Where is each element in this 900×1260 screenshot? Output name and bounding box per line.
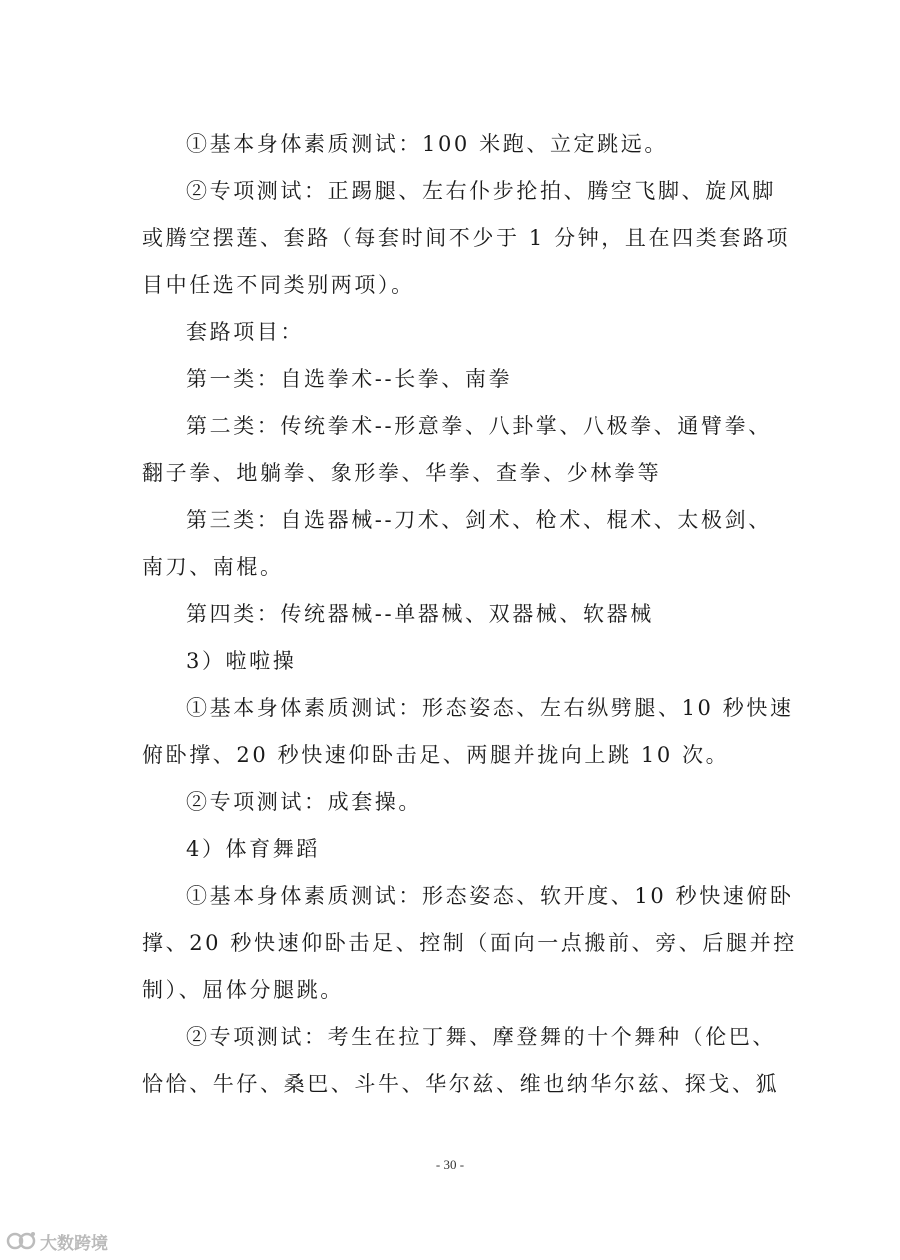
- paragraph-line: ②专项测试：正踢腿、左右仆步抡拍、腾空飞脚、旋风脚: [186, 179, 776, 203]
- paragraph-line: ①基本身体素质测试：形态姿态、软开度、10 秒快速俯卧: [186, 884, 794, 908]
- page-number: - 30 -: [435, 1157, 465, 1172]
- paragraph-line: 制）、屈体分腿跳。: [142, 978, 344, 1002]
- paragraph-line: 南刀、南棍。: [142, 555, 284, 579]
- watermark: [6, 1228, 108, 1254]
- paragraph-line: 俯卧撑、20 秒快速仰卧击足、两腿并拢向上跳 10 次。: [142, 743, 730, 767]
- paragraph-line: 翻子拳、地躺拳、象形拳、华拳、查拳、少林拳等: [142, 461, 662, 485]
- paragraph-line: 撑、20 秒快速仰卧击足、控制（面向一点搬前、旁、后腿并控: [142, 931, 797, 955]
- paragraph-line: 恰恰、牛仔、桑巴、斗牛、华尔兹、维也纳华尔兹、探戈、狐: [142, 1072, 780, 1096]
- paragraph-line: 第三类：自选器械--刀术、剑术、枪术、棍术、太极剑、: [186, 508, 772, 532]
- paragraph-line: 第一类：自选拳术--长拳、南拳: [186, 367, 513, 391]
- paragraph-line: ①基本身体素质测试：形态姿态、左右纵劈腿、10 秒快速: [186, 696, 794, 720]
- section-heading: 3）啦啦操: [186, 649, 297, 673]
- paragraph-line: 目中任选不同类别两项）。: [142, 273, 415, 297]
- paragraph-line: 套路项目：: [186, 320, 304, 344]
- paragraph-line: 第二类：传统拳术--形意拳、八卦掌、八极拳、通臂拳、: [186, 414, 772, 438]
- paragraph-line: 或腾空摆莲、套路（每套时间不少于 1 分钟，且在四类套路项: [142, 226, 791, 250]
- paragraph-line: ②专项测试：成套操。: [186, 790, 422, 814]
- watermark-text: 大数跨境: [40, 1233, 108, 1254]
- paragraph-line: ②专项测试：考生在拉丁舞、摩登舞的十个舞种（伦巴、: [186, 1025, 776, 1049]
- brand-logo-icon: [6, 1230, 36, 1252]
- paragraph-line: ①基本身体素质测试：100 米跑、立定跳远。: [186, 132, 668, 156]
- paragraph-line: 第四类：传统器械--单器械、双器械、软器械: [186, 602, 654, 626]
- section-heading: 4）体育舞蹈: [186, 837, 320, 861]
